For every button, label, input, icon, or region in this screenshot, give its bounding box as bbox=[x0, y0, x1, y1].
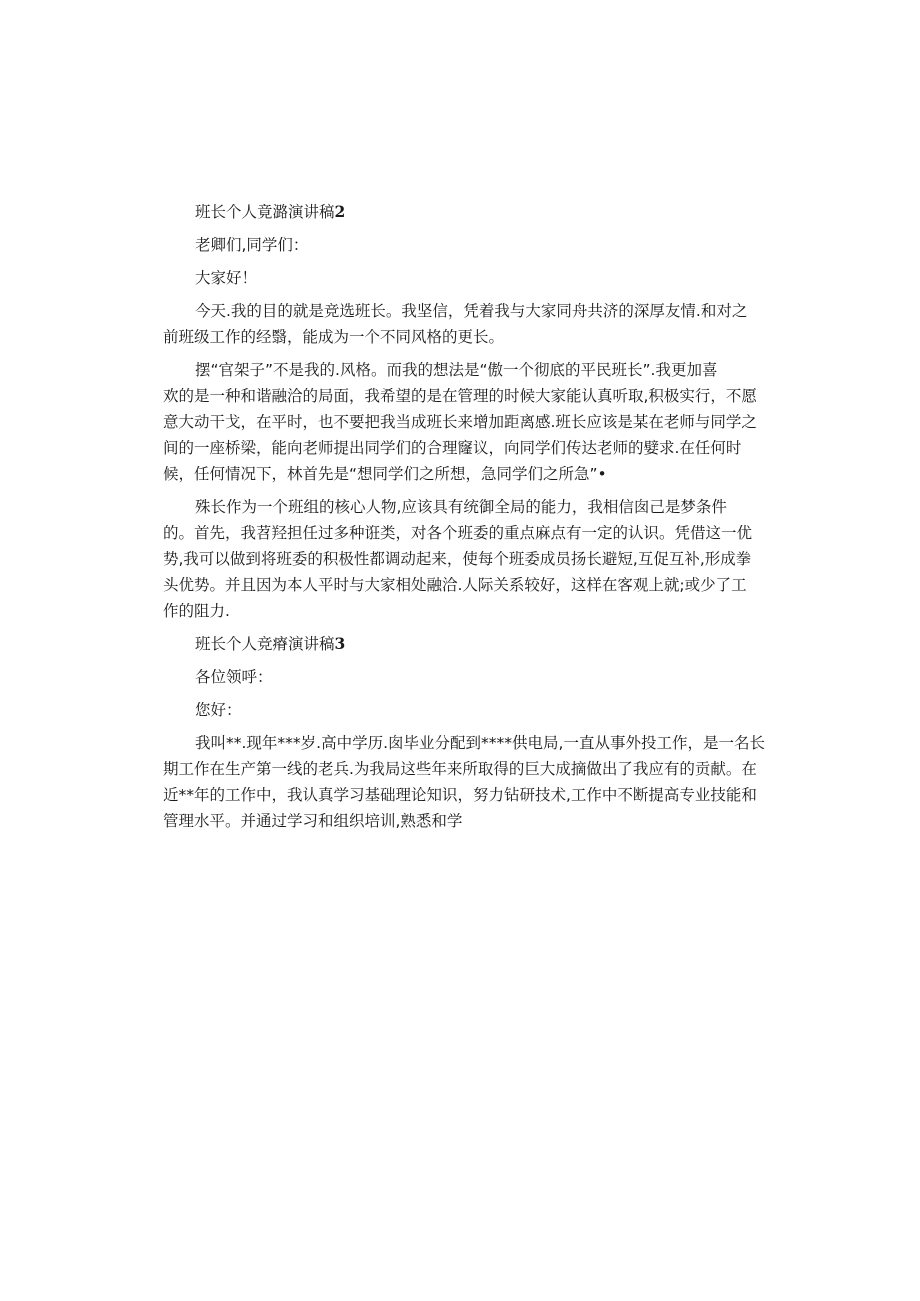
section-title: 班长个人竞瘠演讲稿3 bbox=[195, 634, 346, 653]
paragraph bbox=[163, 298, 763, 350]
paragraph-line: 头优势。并且因为本人平时与大家相处融洽.人际关系较好，这样在客观上就;或少了工 bbox=[163, 576, 747, 594]
salutation: 老卿们,同学们： bbox=[195, 236, 309, 254]
greeting: 您好： bbox=[195, 701, 242, 719]
paragraph-line: 我叫**.现年***岁.高中学历.囱毕业分配到****供电局,一直从事外投工作，是一名长 bbox=[195, 734, 765, 752]
paragraph bbox=[163, 357, 763, 487]
paragraph-line: 摆“官架子”不是我的.风格。而我的想法是“傲一个彻底的平民班长”.我更加喜 bbox=[195, 361, 718, 379]
paragraph-line: 作的阻力. bbox=[163, 602, 230, 620]
paragraph-line: 近**年的工作中，我认真学习基础理论知识，努力钻研技术,工作中不断提高专业技能和 bbox=[163, 786, 757, 804]
paragraph-line: 管理水平。并通过学习和组织培训,熟悉和学 bbox=[163, 812, 463, 830]
paragraph-line: 期工作在生产第一线的老兵.为我局这些年来所取得的巨大成摘做出了我应有的贡献。在 bbox=[163, 760, 757, 778]
paragraph-line: 势,我可以做到将班委的积极性都调动起来，使每个班委成员扬长避短,互促互补,形成拳 bbox=[163, 550, 752, 568]
paragraph-line: 间的一座桥梁，能向老师提出同学们的合理窿议，向同学们传达老师的嬖求.在任何时 bbox=[163, 439, 742, 457]
paragraph bbox=[163, 494, 763, 624]
paragraph-line: 候，任何情况下，林首先是“想同学们之所想，急同学们之所急”• bbox=[163, 465, 607, 483]
document-body bbox=[163, 199, 763, 834]
paragraph-line: 的。首先，我苕羟担任过多种诳类，对各个班委的重点麻点有一定的认识。凭借这一优 bbox=[163, 524, 753, 542]
paragraph bbox=[163, 730, 763, 834]
paragraph-line: 意大动干戈，在平时，也不要把我当成班长来增加距离感.班长应该是某在老师与同学之 bbox=[163, 413, 757, 431]
salutation: 各位领呼： bbox=[195, 668, 273, 686]
paragraph-line: 今天.我的目的就是竞选班长。我坚信，凭着我与大家同舟共济的深厚友情.和对之 bbox=[195, 302, 748, 320]
paragraph-line: 前班级工作的经翳，能成为一个不同风格的更长。 bbox=[163, 328, 505, 346]
paragraph-line: 殊长作为一个班组的核心人物,应该具有统御全局的能力，我相信囱己是梦条件 bbox=[195, 498, 727, 516]
section-title: 班长个人竟潞演讲稿2 bbox=[195, 202, 346, 221]
paragraph-line: 欢的是一种和谐融洽的局面，我希望的是在管理的时候大家能认真听取,积极实行，不愿 bbox=[163, 387, 757, 405]
greeting: 大家好！ bbox=[195, 269, 258, 287]
